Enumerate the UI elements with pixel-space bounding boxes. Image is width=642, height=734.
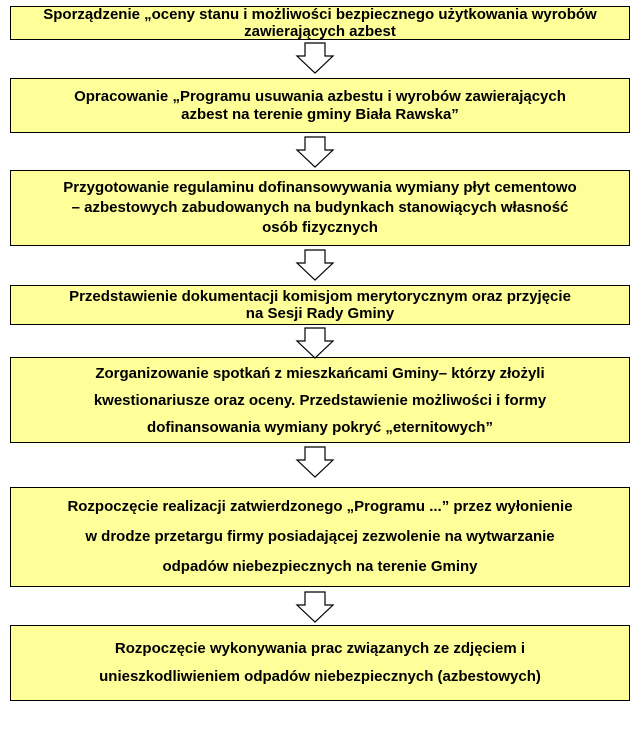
step-line: – azbestowych zabudowanych na budynkach stanowiących własność xyxy=(71,199,569,216)
step-line: osób fizycznych xyxy=(262,219,378,236)
step-line: Opracowanie „Programu usuwania azbestu i wyrobów zawierających xyxy=(74,87,566,105)
step-line: na Sesji Rady Gminy xyxy=(245,305,395,322)
step-line: unieszkodliwieniem odpadów niebezpiecznych (azbestowych) xyxy=(99,668,541,685)
down-arrow-icon xyxy=(295,327,335,359)
down-arrow-shape xyxy=(297,592,333,622)
step-line: Przedstawienie dokumentacji komisjom merytorycznym oraz przyjęcie xyxy=(69,288,571,305)
down-arrow-icon xyxy=(295,446,335,478)
step-line: w drodze przetargu firmy posiadającej zezwolenie na wytwarzanie xyxy=(85,528,555,545)
step-text xyxy=(60,88,580,124)
down-arrow-icon xyxy=(295,136,335,168)
down-arrow-icon xyxy=(295,42,335,74)
down-arrow-shape xyxy=(297,43,333,73)
step-text xyxy=(80,360,560,441)
step-box-1 xyxy=(10,6,630,40)
step-box-6 xyxy=(10,487,630,587)
step-line: zawierających azbest xyxy=(244,23,396,40)
step-line: Sporządzenie „oceny stanu i możliwości bezpiecznego użytkowania wyrobów xyxy=(43,6,597,23)
step-line: kwestionariusze oraz oceny. Przedstawienie możliwości i formy xyxy=(93,391,547,409)
step-text xyxy=(49,178,590,238)
down-arrow-icon xyxy=(295,591,335,623)
step-text xyxy=(29,6,610,40)
step-line: Rozpoczęcie wykonywania prac związanych ze zdjęciem i xyxy=(114,640,526,657)
step-line: Przygotowanie regulaminu dofinansowywania wymiany płyt cementowo xyxy=(63,179,577,196)
step-box-4 xyxy=(10,285,630,325)
down-arrow-shape xyxy=(297,328,333,358)
step-text xyxy=(85,635,555,691)
step-box-3 xyxy=(10,170,630,246)
step-line: dofinansowania wymiany pokryć „eternitowych” xyxy=(147,418,493,436)
down-arrow-icon xyxy=(295,249,335,281)
step-line: azbest na terenie gminy Biała Rawska” xyxy=(181,105,459,123)
step-box-5 xyxy=(10,357,630,443)
step-line: Zorganizowanie spotkań z mieszkańcami Gminy– którzy złożyli xyxy=(95,364,545,382)
down-arrow-shape xyxy=(297,250,333,280)
step-text xyxy=(55,288,585,322)
step-line: odpadów niebezpiecznych na terenie Gminy xyxy=(162,558,478,575)
down-arrow-shape xyxy=(297,447,333,477)
down-arrow-shape xyxy=(297,137,333,167)
step-box-2 xyxy=(10,78,630,133)
step-box-7 xyxy=(10,625,630,701)
step-line: Rozpoczęcie realizacji zatwierdzonego „Programu ...” przez wyłonienie xyxy=(67,498,573,515)
step-text xyxy=(53,492,586,582)
